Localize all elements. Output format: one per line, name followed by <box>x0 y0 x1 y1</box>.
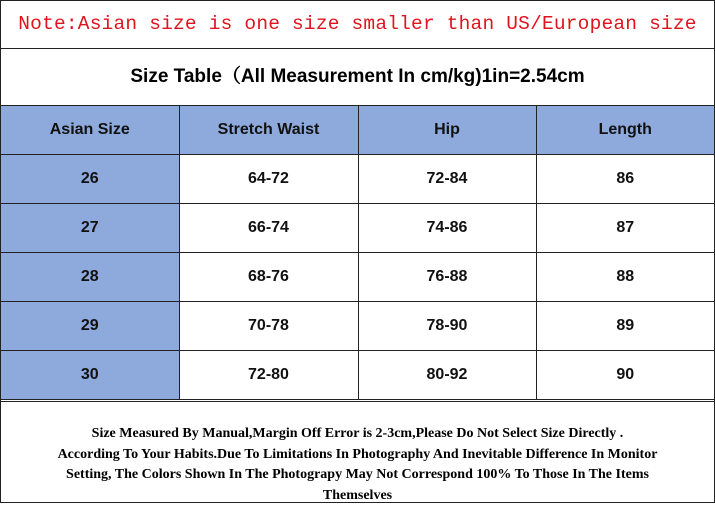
cell-stretch-waist: 68-76 <box>179 253 358 302</box>
cell-asian-size: 28 <box>1 253 179 302</box>
table-header-row <box>1 106 714 155</box>
table-row <box>1 155 714 204</box>
cell-asian-size: 27 <box>1 204 179 253</box>
size-table <box>1 106 714 400</box>
cell-length: 90 <box>536 351 714 400</box>
cell-stretch-waist: 72-80 <box>179 351 358 400</box>
table-row <box>1 204 714 253</box>
cell-stretch-waist: 70-78 <box>179 302 358 351</box>
cell-length: 86 <box>536 155 714 204</box>
header-asian-size: Asian Size <box>1 106 179 155</box>
cell-hip: 74-86 <box>358 204 536 253</box>
header-hip: Hip <box>358 106 536 155</box>
cell-stretch-waist: 64-72 <box>179 155 358 204</box>
disclaimer-line: According To Your Habits.Due To Limitations In Photography And Inevitable Difference In Monitor <box>1 445 714 466</box>
table-row <box>1 253 714 302</box>
table-row <box>1 302 714 351</box>
disclaimer-line: Themselves <box>1 486 714 506</box>
measurement-disclaimer <box>1 401 714 502</box>
cell-asian-size: 29 <box>1 302 179 351</box>
header-length: Length <box>536 106 714 155</box>
cell-hip: 78-90 <box>358 302 536 351</box>
disclaimer-line: Setting, The Colors Shown In The Photograpy May Not Correspond 100% To Those In The Items <box>1 465 714 486</box>
cell-hip: 80-92 <box>358 351 536 400</box>
cell-stretch-waist: 66-74 <box>179 204 358 253</box>
table-row <box>1 351 714 400</box>
cell-asian-size: 26 <box>1 155 179 204</box>
cell-length: 88 <box>536 253 714 302</box>
cell-asian-size: 30 <box>1 351 179 400</box>
header-stretch-waist: Stretch Waist <box>179 106 358 155</box>
cell-hip: 72-84 <box>358 155 536 204</box>
disclaimer-line: Size Measured By Manual,Margin Off Error is 2-3cm,Please Do Not Select Size Directly . <box>1 424 714 445</box>
cell-hip: 76-88 <box>358 253 536 302</box>
table-title: Size Table（All Measurement In cm/kg)1in=2.54cm <box>1 49 714 106</box>
size-note: Note:Asian size is one size smaller than US/European size <box>1 1 714 49</box>
cell-length: 89 <box>536 302 714 351</box>
cell-length: 87 <box>536 204 714 253</box>
